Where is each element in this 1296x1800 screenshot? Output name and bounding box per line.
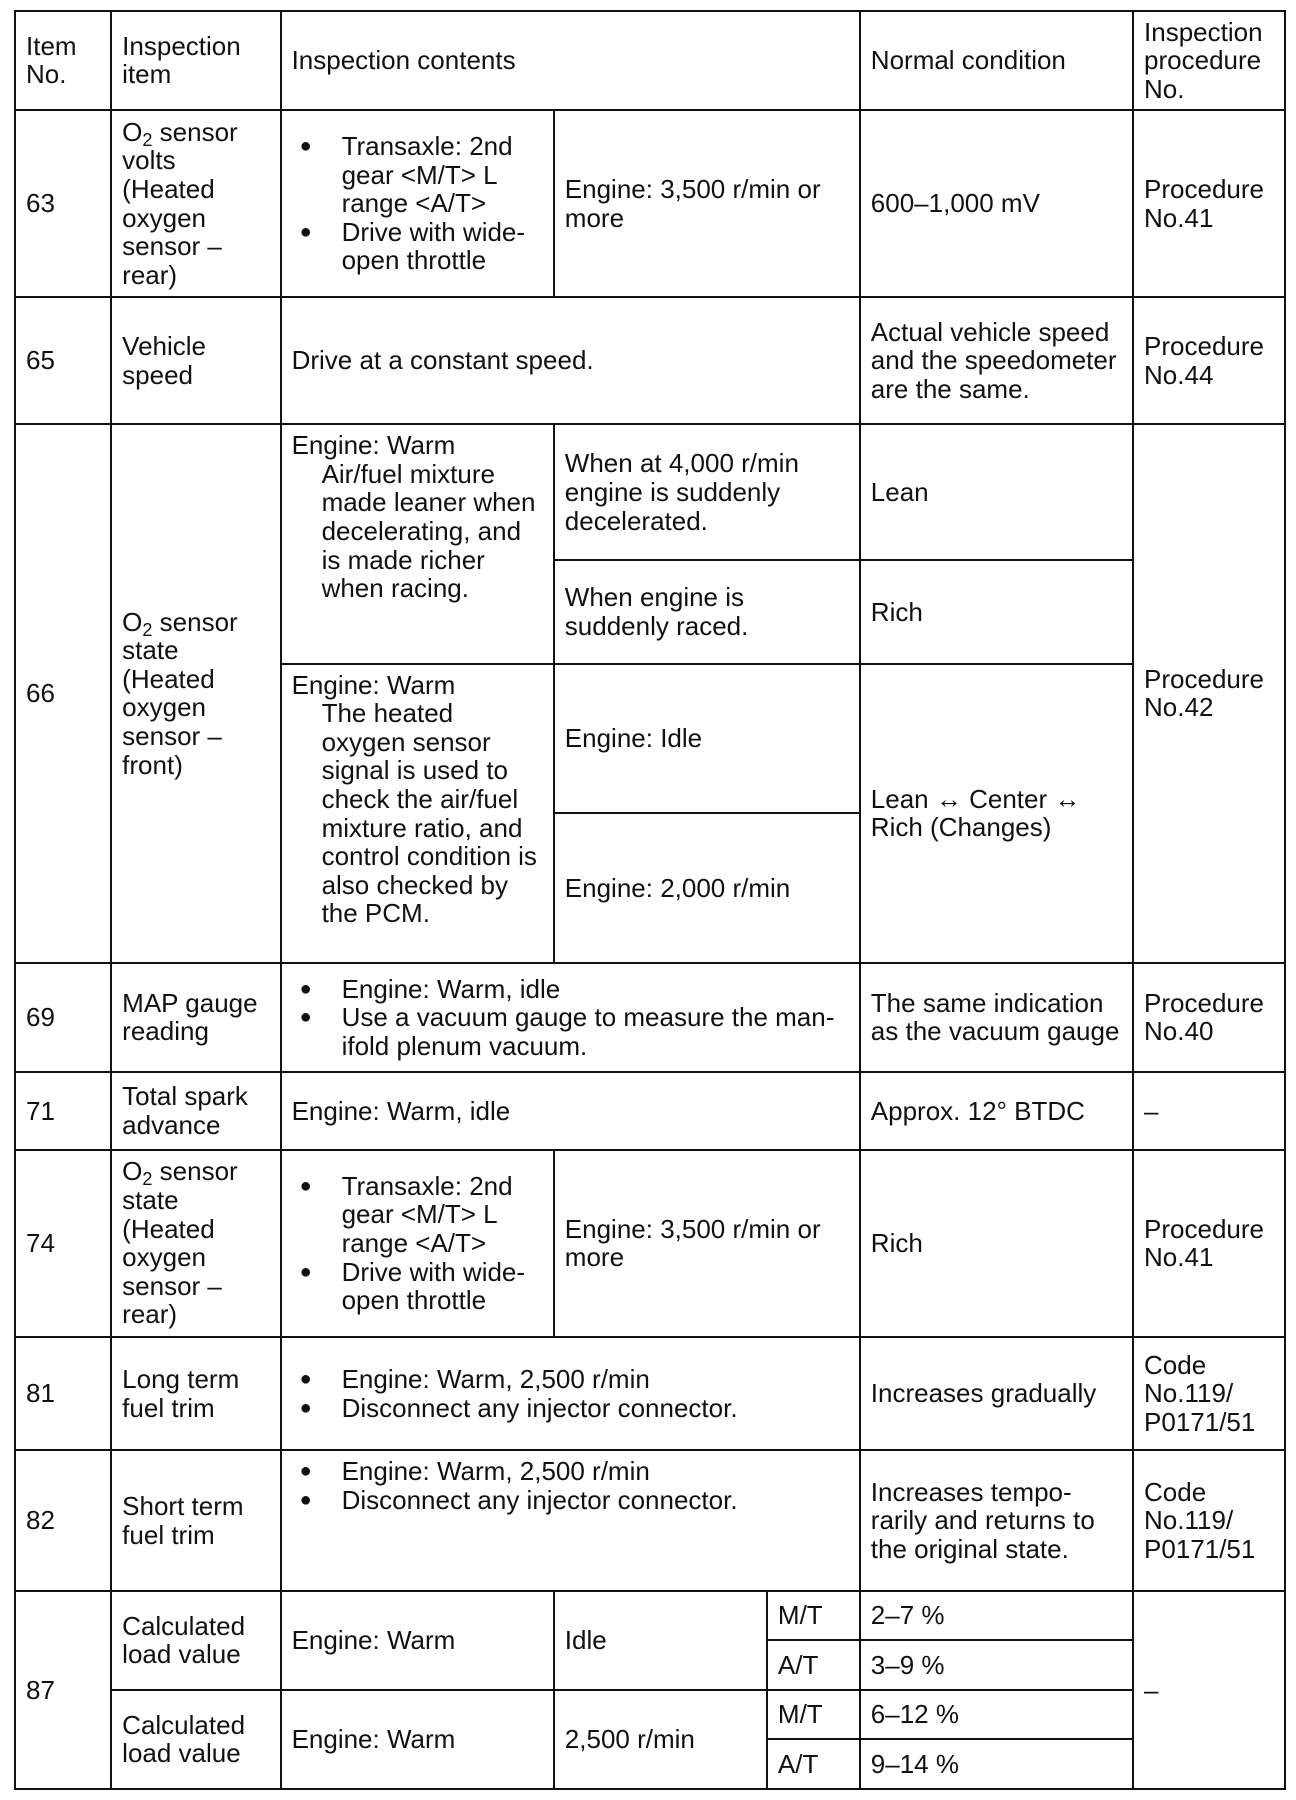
inspection-item-82: Short term fuel trim [111, 1450, 280, 1590]
subscript-2: 2 [142, 1169, 153, 1190]
o-text: O [122, 1156, 143, 1187]
trans-87b-mt: M/T [767, 1690, 860, 1740]
block-text: Air/fuel mixture made leaner when decelerating, and is made richer when racing. [321, 458, 536, 604]
condition-66-4: Engine: 2,000 r/min [554, 813, 860, 963]
normal-65: Actual vehicle speed and the speedometer are the same. [860, 297, 1133, 424]
normal-71: Approx. 12° BTDC [860, 1072, 1133, 1149]
item-no-63: 63 [15, 110, 111, 297]
bullet-item: ● Drive with wide-open throttle [292, 1258, 543, 1315]
inspection-item-69: MAP gauge reading [111, 963, 280, 1072]
normal-82: Increases tempo-rarily and returns to the original state. [860, 1450, 1133, 1590]
inspection-table [14, 10, 1286, 1790]
procedure-81: Code No.119/ P0171/51 [1133, 1337, 1285, 1451]
contents-66-block1 [281, 424, 554, 663]
procedure-66: Procedure No.42 [1133, 424, 1285, 963]
item-rest: sensor state (Heated oxygen sensor –front) [122, 606, 238, 780]
procedure-74: Procedure No.41 [1133, 1150, 1285, 1337]
subscript-2: 2 [142, 619, 153, 640]
header-row [15, 11, 1285, 110]
inspection-item-63 [111, 110, 280, 297]
value-87b-at: 9–14 % [860, 1739, 1133, 1789]
normal-81: Increases gradually [860, 1337, 1133, 1451]
item-no-87: 87 [15, 1591, 111, 1789]
normal-69: The same indication as the vacuum gauge [860, 963, 1133, 1072]
contents-63 [281, 110, 554, 297]
procedure-71: – [1133, 1072, 1285, 1149]
item-no-81: 81 [15, 1337, 111, 1451]
condition-63: Engine: 3,500 r/min or more [554, 110, 860, 297]
bullet-item: ● Use a vacuum gauge to measure the man-ifold plenum vacuum. [292, 1003, 849, 1060]
contents-69 [281, 963, 860, 1072]
trans-87a-mt: M/T [767, 1591, 860, 1641]
condition-66-1: When at 4,000 r/min engine is suddenly decelerated. [554, 424, 860, 560]
trans-87a-at: A/T [767, 1640, 860, 1690]
value-87b-mt: 6–12 % [860, 1690, 1133, 1740]
header-inspection-contents: Inspection contents [281, 11, 860, 110]
speed-87a: Idle [554, 1591, 767, 1690]
table-row-87c [15, 1690, 1285, 1740]
item-no-69: 69 [15, 963, 111, 1072]
procedure-65: Procedure No.44 [1133, 297, 1285, 424]
value-87a-at: 3–9 % [860, 1640, 1133, 1690]
contents-65: Drive at a constant speed. [281, 297, 860, 424]
engine-87b: Engine: Warm [281, 1690, 554, 1789]
inspection-item-87a: Calculated load value [111, 1591, 280, 1690]
procedure-87: – [1133, 1591, 1285, 1789]
item-rest: sensor state (Heated oxygen sensor – rear) [122, 1156, 238, 1330]
normal-66-1: Lean [860, 424, 1133, 560]
speed-87b: 2,500 r/min [554, 1690, 767, 1789]
inspection-item-65: Vehicle speed [111, 297, 280, 424]
inspection-item-74 [111, 1150, 280, 1337]
table-row-87a [15, 1591, 1285, 1641]
procedure-69: Procedure No.40 [1133, 963, 1285, 1072]
block-head: Engine: Warm [291, 669, 456, 700]
item-no-74: 74 [15, 1150, 111, 1337]
condition-66-3: Engine: Idle [554, 664, 860, 814]
contents-66-block2 [281, 664, 554, 963]
table-row-63 [15, 110, 1285, 297]
normal-74: Rich [860, 1150, 1133, 1337]
table-row-81 [15, 1337, 1285, 1451]
o-text: O [122, 606, 143, 637]
table-row-71 [15, 1072, 1285, 1149]
bullet-item: ● Engine: Warm, 2,500 r/min [292, 1365, 849, 1394]
inspection-item-81: Long term fuel trim [111, 1337, 280, 1451]
condition-74: Engine: 3,500 r/min or more [554, 1150, 860, 1337]
bullet-item: ● Transaxle: 2nd gear <M/T> L range <A/T> [292, 132, 543, 218]
header-normal-condition: Normal condition [860, 11, 1133, 110]
contents-82 [281, 1450, 860, 1590]
item-no-82: 82 [15, 1450, 111, 1590]
table-row-69 [15, 963, 1285, 1072]
header-procedure-no: Inspection procedure No. [1133, 11, 1285, 110]
item-no-71: 71 [15, 1072, 111, 1149]
bullet-item: ● Drive with wide-open throttle [292, 218, 543, 275]
inspection-item-71: Total spark advance [111, 1072, 280, 1149]
header-item-no: Item No. [15, 11, 111, 110]
bullet-item: ● Disconnect any injector connector. [292, 1486, 849, 1515]
table-row-82 [15, 1450, 1285, 1590]
table-row-65 [15, 297, 1285, 424]
normal-63: 600–1,000 mV [860, 110, 1133, 297]
item-no-65: 65 [15, 297, 111, 424]
contents-81 [281, 1337, 860, 1451]
item-rest: sensor volts (Heated oxygen sensor – rear) [122, 116, 238, 290]
o-text: O [122, 116, 143, 147]
condition-66-2: When engine is suddenly raced. [554, 560, 860, 663]
block-text: The heated oxygen sensor signal is used to check the air/fuel mixture ratio, and control condition is also checked by the PCM. [321, 698, 537, 929]
value-87a-mt: 2–7 % [860, 1591, 1133, 1641]
trans-87b-at: A/T [767, 1739, 860, 1789]
bullet-item: ● Transaxle: 2nd gear <M/T> L range <A/T> [292, 1172, 543, 1258]
subscript-2: 2 [142, 129, 153, 150]
item-no-66: 66 [15, 424, 111, 963]
table-row-66a [15, 424, 1285, 560]
procedure-63: Procedure No.41 [1133, 110, 1285, 297]
inspection-item-87b: Calculated load value [111, 1690, 280, 1789]
table-row-74 [15, 1150, 1285, 1337]
engine-87a: Engine: Warm [281, 1591, 554, 1690]
block-head: Engine: Warm [291, 430, 456, 461]
bullet-item: ● Disconnect any injector connector. [292, 1394, 849, 1423]
contents-74 [281, 1150, 554, 1337]
contents-71: Engine: Warm, idle [281, 1072, 860, 1149]
normal-66-34: Lean ↔ Center ↔ Rich (Changes) [860, 664, 1133, 963]
bullet-item: ● Engine: Warm, idle [292, 975, 849, 1004]
normal-66-2: Rich [860, 560, 1133, 663]
procedure-82: Code No.119/ P0171/51 [1133, 1450, 1285, 1590]
inspection-item-66 [111, 424, 280, 963]
header-inspection-item: Inspection item [111, 11, 280, 110]
bullet-item: ● Engine: Warm, 2,500 r/min [292, 1457, 849, 1486]
